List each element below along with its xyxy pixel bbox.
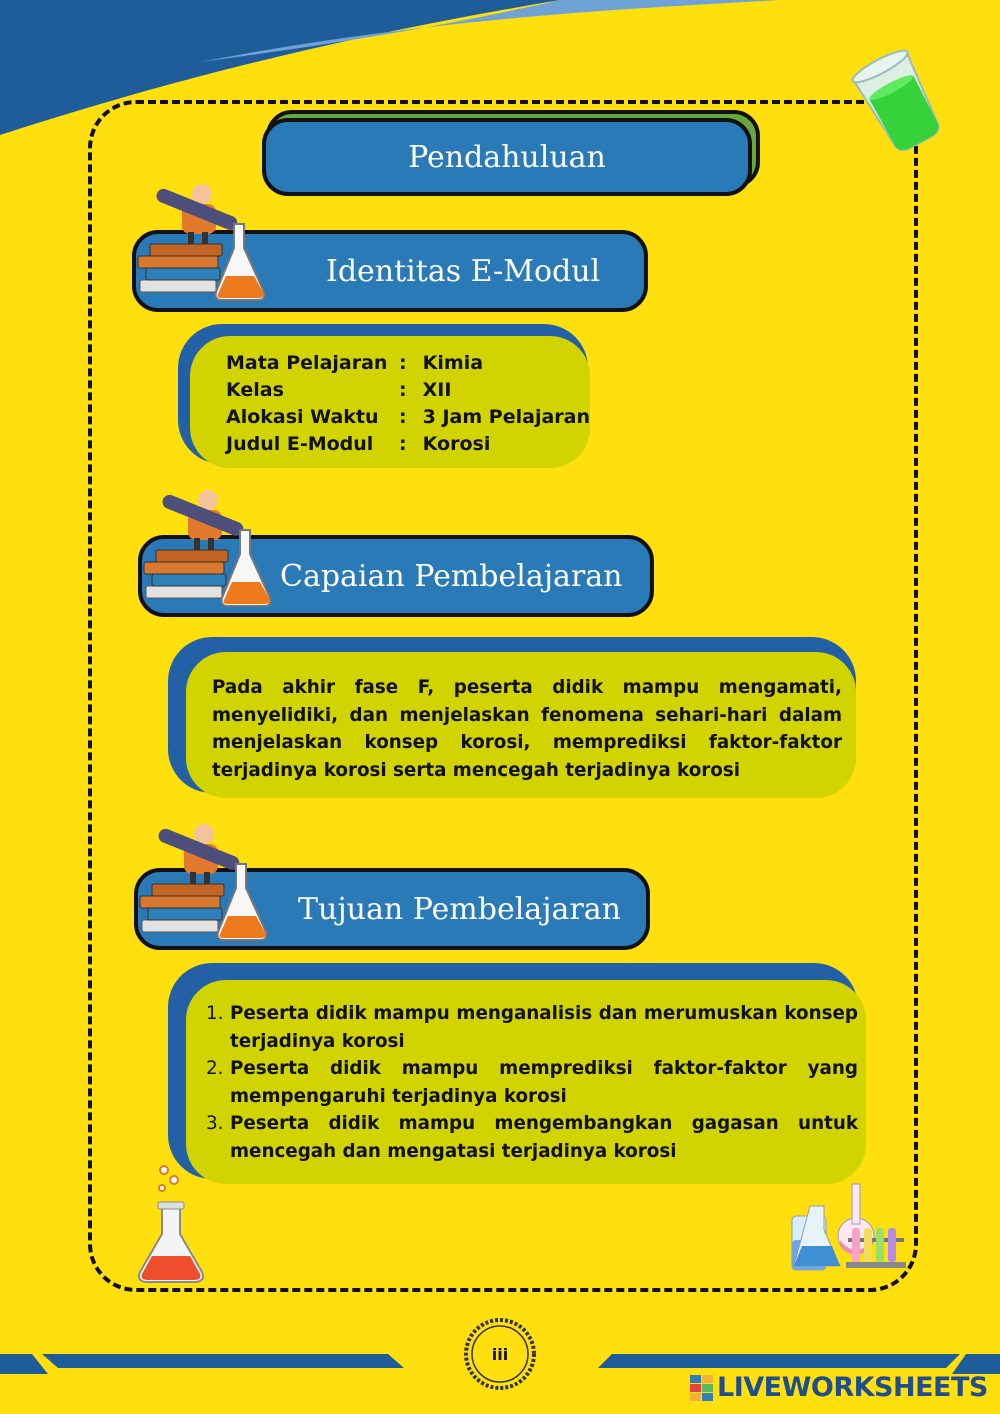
lab-glassware-icon xyxy=(780,1180,910,1276)
page-number: iii xyxy=(491,1344,509,1364)
list-item xyxy=(206,1110,858,1165)
identity-separator: : xyxy=(399,379,407,401)
page-title: Pendahuluan xyxy=(262,118,752,196)
liveworksheets-logo-icon xyxy=(690,1373,714,1403)
learning-outcome-card xyxy=(186,652,856,798)
list-item-text: Peserta didik mampu menganalisis dan merumuskan konsep terjadinya korosi xyxy=(230,1003,858,1052)
learning-outcome-text: Pada akhir fase F, peserta didik mampu mengamati, menyelidiki, dan menjelaskan fenomena sehari-hari dalam menjelaskan konsep korosi, memprediksi faktor-faktor terjadinya korosi serta mencegah terjadinya korosi xyxy=(212,677,842,781)
identity-separator: : xyxy=(399,433,407,455)
identity-value: Kimia xyxy=(422,352,484,374)
identity-separator: : xyxy=(399,352,407,374)
list-item xyxy=(206,1055,858,1110)
identity-value: 3 Jam Pelajaran xyxy=(422,406,590,428)
identity-value: XII xyxy=(422,379,452,401)
identity-label: Kelas xyxy=(226,379,284,401)
identity-card xyxy=(190,336,590,468)
learning-objectives-heading-text: Tujuan Pembelajaran xyxy=(298,891,621,927)
scientist-books-flask-icon xyxy=(142,488,282,614)
list-item-text: Peserta didik mampu memprediksi faktor-faktor yang mempengaruhi terjadinya korosi xyxy=(230,1058,858,1107)
liveworksheets-brand xyxy=(690,1372,988,1403)
list-item-number: 2. xyxy=(206,1058,224,1079)
flask-icon xyxy=(130,1164,212,1288)
list-item-number: 3. xyxy=(206,1113,224,1134)
identity-label: Alokasi Waktu xyxy=(226,406,379,428)
identity-row-title xyxy=(226,431,590,458)
list-item xyxy=(206,1000,858,1055)
identity-label: Judul E-Modul xyxy=(226,433,374,455)
scientist-books-flask-icon xyxy=(136,182,276,308)
identity-table xyxy=(226,350,590,458)
identity-separator: : xyxy=(399,406,407,428)
learning-outcome-heading-text: Capaian Pembelajaran xyxy=(280,558,623,594)
brand-text: LIVEWORKSHEETS xyxy=(717,1372,988,1403)
page-number-badge xyxy=(462,1316,538,1392)
learning-objectives-card xyxy=(186,980,866,1184)
identity-label: Mata Pelajaran xyxy=(226,352,388,374)
identity-heading-text: Identitas E-Modul xyxy=(326,253,601,289)
list-item-text: Peserta didik mampu mengembangkan gagasan untuk mencegah dan mengatasi terjadinya korosi xyxy=(230,1113,858,1162)
learning-objectives-list xyxy=(206,1000,858,1165)
scientist-books-flask-icon xyxy=(138,822,278,948)
identity-value: Korosi xyxy=(422,433,491,455)
identity-row-class xyxy=(226,377,590,404)
beaker-icon xyxy=(846,44,950,156)
list-item-number: 1. xyxy=(206,1003,224,1024)
identity-row-subject xyxy=(226,350,590,377)
identity-row-time xyxy=(226,404,590,431)
